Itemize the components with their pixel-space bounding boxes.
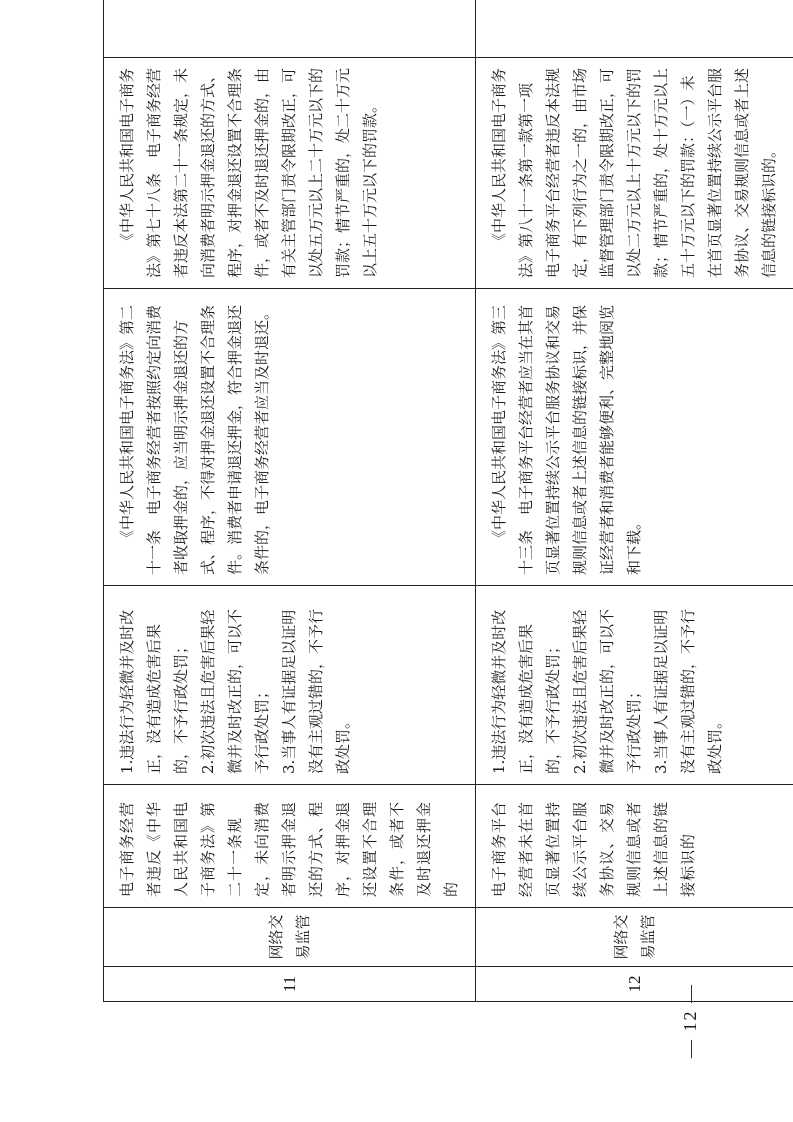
behavior-cell: 电子商务经营者违反《中华人民共和国电子商务法》第二十一条规定，未向消费者明示押金退还的方式、程序，对押金退还设置不合理条件，或者不及时退还押金的 — [104, 785, 476, 908]
row-number: 11 — [104, 967, 476, 1002]
conditions-cell — [476, 586, 793, 785]
empty-cell — [104, 0, 476, 58]
condition-item: 3.当事人有证据足以证明没有主观过错的，不予行政处罚。 — [652, 608, 724, 774]
row-number: 12 — [476, 967, 793, 1002]
condition-item: 2.初次违法且危害后果轻微并及时改正的，可以不予行政处罚； — [199, 608, 271, 774]
legal-basis-text: 《中华人民共和国电子商务法》第二十一条 电子商务经营者按照约定向消费者收取押金的，应当明示押金退还的方式、程序，不得对押金退还设置不合理条件。消费者申请退还押金，符合押金退还条件的，电子商务经营者应当及时退还。 — [118, 304, 271, 575]
empty-cell — [476, 0, 793, 58]
table-row — [476, 0, 793, 1002]
conditions-cell — [104, 586, 476, 785]
penalty-basis-cell — [104, 58, 476, 289]
condition-item: 1.违法行为轻微并及时改正，没有造成危害后果的，不予行政处罚； — [118, 609, 190, 774]
condition-item: 3.当事人有证据足以证明没有主观过错的，不予行政处罚。 — [280, 608, 352, 774]
condition-item: 1.违法行为轻微并及时改正，没有造成危害后果的，不予行政处罚； — [490, 609, 562, 774]
behavior-cell: 电子商务平台经营者未在首页显著位置持续公示平台服务协议、交易规则信息或者上述信息的链接标识的 — [476, 785, 793, 908]
penalty-basis-text: 《中华人民共和国电子商务法》第八十一条第一款第一项 电子商务平台经营者违反本法规定，有下列行为之一的，由市场监督管理部门责令限期改正，可以处二万元以上十万元以下的罚款；情节严重的，处十万元以上五十万元以下的罚款：（一）未在首页显著位置持续公示平台服务协议、交易规则信息或者上述信息的链接标识的。 — [490, 67, 778, 278]
legal-basis-cell — [104, 289, 476, 586]
legal-basis-text: 《中华人民共和国电子商务法》第三十三条 电子商务平台经营者应当在其首页显著位置持续公示平台服务协议和交易规则信息或者上述信息的链接标识，并保证经营者和消费者能够便利、完整地阅览和下载。 — [490, 304, 643, 575]
rotated-table-wrapper — [103, 62, 778, 1002]
table-row — [104, 0, 476, 1002]
page-number: — 12 — — [680, 983, 700, 1058]
penalty-basis-text: 《中华人民共和国电子商务法》第七十八条 电子商务经营者违反本法第二十一条规定，未向消费者明示押金退还的方式、程序，对押金退还设置不合理条件，或者不及时退还押金的，由有关主管部门责令限期改正，可以处五万元以上二十万元以下的罚款；情节严重的，处二十万元以上五十万元以下的罚款。 — [118, 67, 379, 278]
penalty-exemption-table — [103, 0, 793, 1002]
category-cell: 网络交易监管 — [476, 908, 793, 967]
legal-basis-cell — [476, 289, 793, 586]
category-cell: 网络交易监管 — [104, 908, 476, 967]
penalty-basis-cell — [476, 58, 793, 289]
condition-item: 2.初次违法且危害后果轻微并及时改正的，可以不予行政处罚； — [571, 608, 643, 774]
